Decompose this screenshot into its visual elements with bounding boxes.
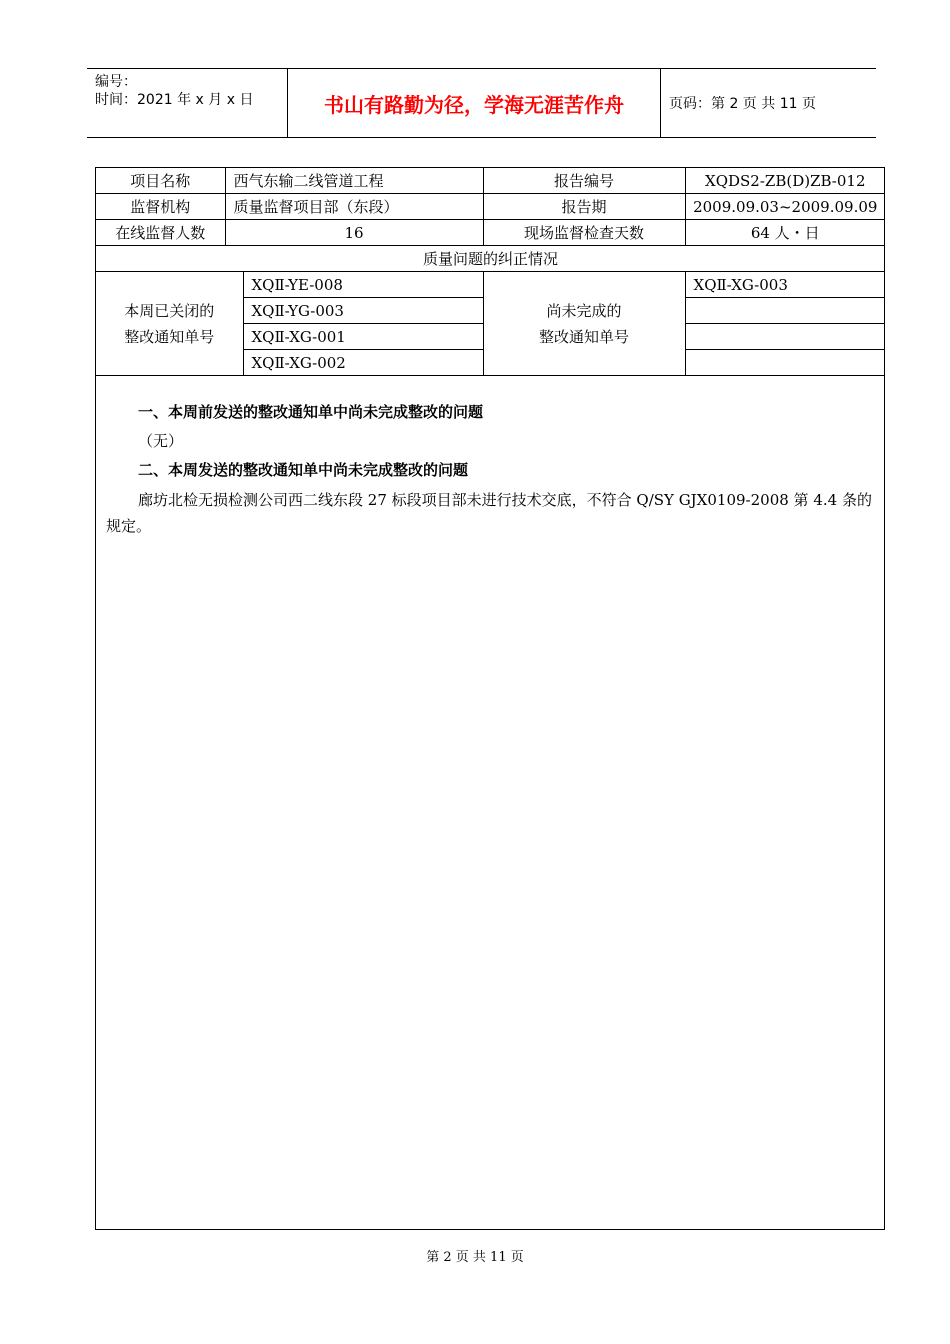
closed-notice-label bbox=[96, 272, 243, 376]
closed-notice-item: XQⅡ-XG-001 bbox=[243, 324, 483, 350]
period-value: 2009.09.03~2009.09.09 bbox=[685, 194, 885, 220]
open-notice-item bbox=[685, 350, 885, 376]
report-frame bbox=[95, 167, 885, 1230]
section-title: 质量问题的纠正情况 bbox=[96, 246, 885, 272]
report-no-label: 报告编号 bbox=[483, 168, 685, 194]
open-notice-label bbox=[483, 272, 685, 376]
period-label: 报告期 bbox=[483, 194, 685, 220]
project-name-value: 西气东输二线管道工程 bbox=[225, 168, 483, 194]
time-label: 时间：2021 年 x 月 x 日 bbox=[95, 92, 254, 108]
report-body bbox=[106, 398, 876, 539]
table-row bbox=[96, 194, 885, 220]
section-heading-1: 一、本周前发送的整改通知单中尚未完成整改的问题 bbox=[138, 403, 484, 421]
table-row bbox=[96, 168, 885, 194]
closed-notice-item: XQⅡ-YE-008 bbox=[243, 272, 483, 298]
number-label: 编号： bbox=[95, 74, 137, 90]
table-row bbox=[96, 272, 885, 298]
page-header bbox=[87, 68, 876, 138]
page-footer: 第 2 页 共 11 页 bbox=[426, 1250, 524, 1265]
open-notice-item bbox=[685, 324, 885, 350]
site-days-label: 现场监督检查天数 bbox=[483, 220, 685, 246]
open-label-line: 整改通知单号 bbox=[539, 327, 630, 346]
section-text-2: 廊坊北检无损检测公司西二线东段 27 标段项目部未进行技术交底，不符合 Q/SY GJX0109-2008 第 4.4 条的规定。 bbox=[106, 491, 872, 535]
open-label-line: 尚未完成的 bbox=[546, 301, 622, 320]
online-count-label: 在线监督人数 bbox=[96, 220, 225, 246]
table-row bbox=[96, 220, 885, 246]
agency-label: 监督机构 bbox=[96, 194, 225, 220]
site-days-value: 64 人・日 bbox=[685, 220, 885, 246]
online-count-value: 16 bbox=[225, 220, 483, 246]
header-divider bbox=[660, 69, 661, 137]
info-table bbox=[96, 168, 885, 376]
closed-label-line: 整改通知单号 bbox=[124, 327, 215, 346]
header-page-info: 页码：第 2 页 共 11 页 bbox=[669, 96, 816, 112]
report-no-value: XQDS2-ZB(D)ZB-012 bbox=[685, 168, 885, 194]
header-meta bbox=[95, 73, 285, 109]
closed-label-line: 本周已关闭的 bbox=[124, 301, 215, 320]
open-notice-item: XQⅡ-XG-003 bbox=[685, 272, 885, 298]
section-heading-2: 二、本周发送的整改通知单中尚未完成整改的问题 bbox=[138, 461, 469, 479]
agency-value: 质量监督项目部（东段） bbox=[225, 194, 483, 220]
project-name-label: 项目名称 bbox=[96, 168, 225, 194]
closed-notice-item: XQⅡ-XG-002 bbox=[243, 350, 483, 376]
header-motto: 书山有路勤为径，学海无涯苦作舟 bbox=[324, 92, 624, 117]
open-notice-item bbox=[685, 298, 885, 324]
closed-notice-item: XQⅡ-YG-003 bbox=[243, 298, 483, 324]
section-text-1: （无） bbox=[138, 432, 184, 450]
table-row bbox=[96, 246, 885, 272]
